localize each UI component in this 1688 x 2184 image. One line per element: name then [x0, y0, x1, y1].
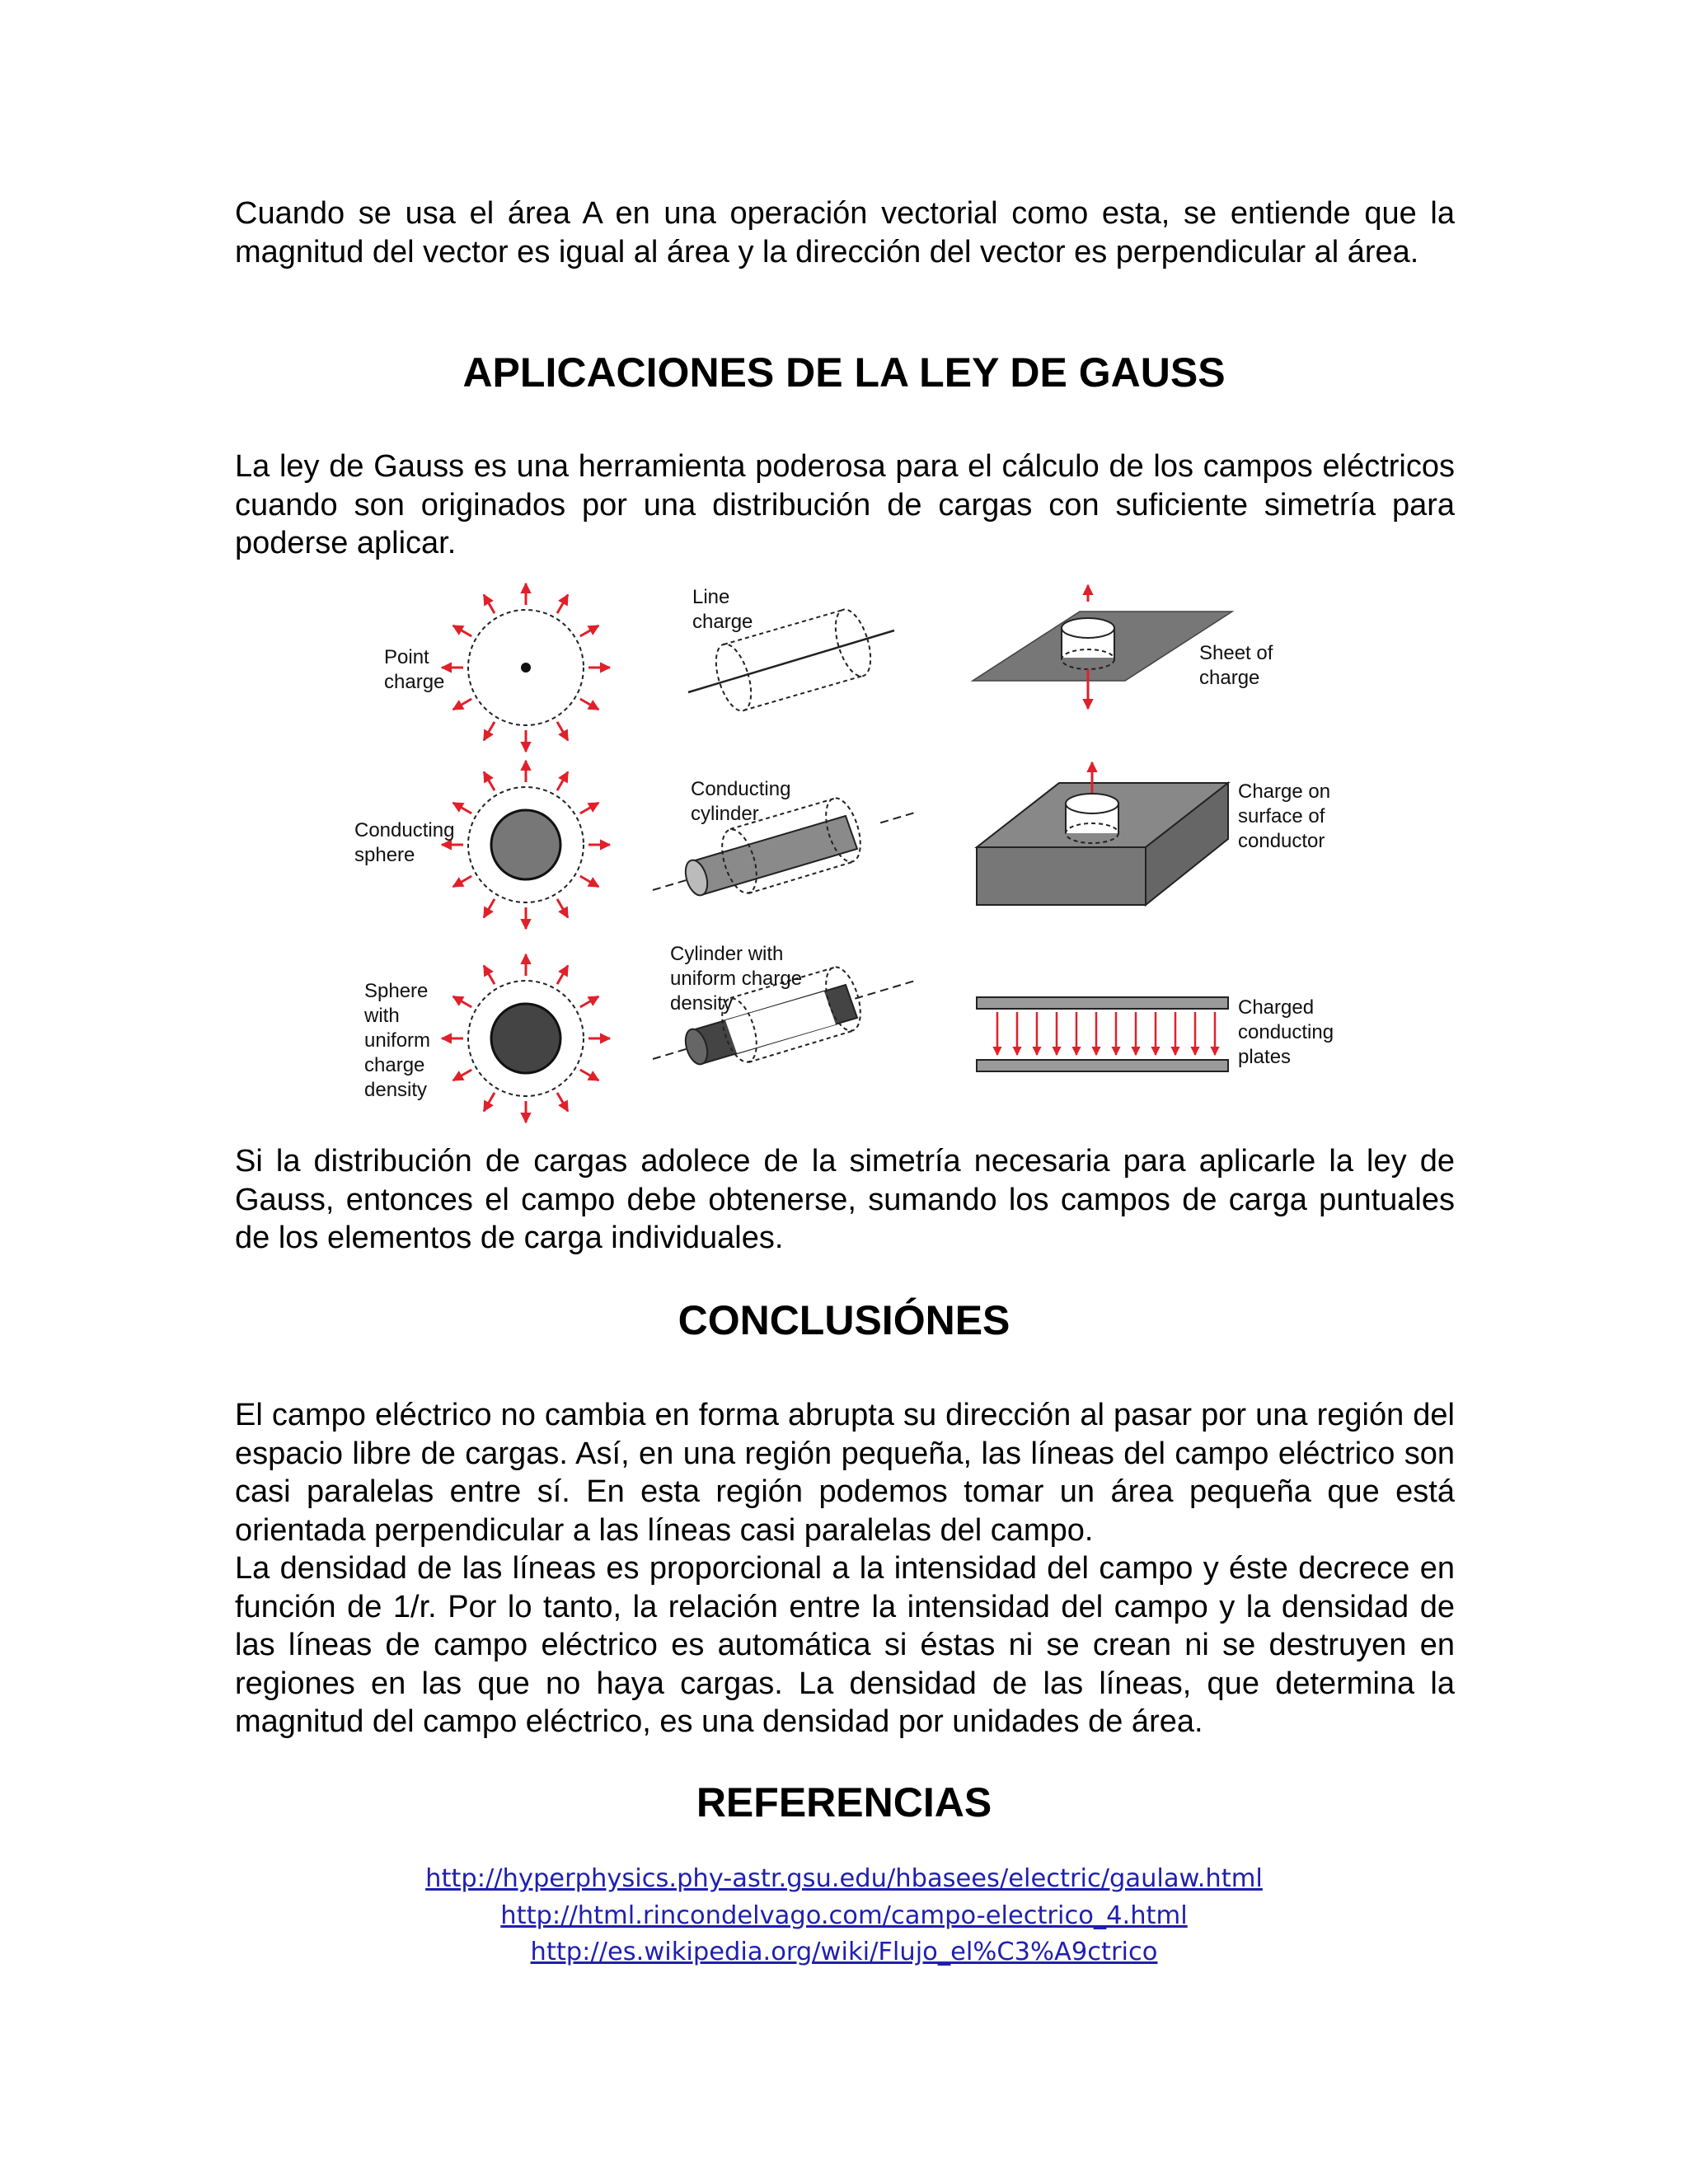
reference-link-rincondelvago[interactable]: http://html.rincondelvago.com/campo-electrico_4.html	[500, 1900, 1188, 1930]
field-arrow	[453, 996, 472, 1007]
reference-link-wikipedia[interactable]: http://es.wikipedia.org/wiki/Flujo_el%C3%A9ctrico	[530, 1938, 1158, 1966]
field-arrow	[484, 1093, 495, 1112]
svg-text:cylinder: cylinder	[691, 803, 759, 825]
applications-heading: APLICACIONES DE LA LEY DE GAUSS	[462, 349, 1226, 396]
field-arrow	[453, 1070, 472, 1080]
svg-text:Conducting: Conducting	[354, 819, 455, 841]
charged-plates-label	[1238, 996, 1334, 1068]
field-arrow	[484, 966, 495, 985]
conducting-sphere-label	[354, 819, 454, 866]
field-arrow	[580, 876, 599, 887]
svg-text:conductor: conductor	[1238, 830, 1325, 852]
svg-text:charge: charge	[692, 611, 753, 633]
svg-text:Conducting: Conducting	[691, 778, 791, 800]
spheres-column	[442, 583, 610, 1122]
references-list	[0, 1861, 1688, 1971]
field-arrow	[557, 772, 568, 791]
conclusions-heading: CONCLUSIÓNES	[678, 1297, 1010, 1343]
svg-text:Point: Point	[384, 646, 429, 668]
point-charge-label	[384, 646, 444, 693]
svg-text:charge: charge	[384, 671, 445, 693]
sheet-of-charge-diagram	[973, 585, 1232, 709]
svg-text:uniform: uniform	[364, 1029, 431, 1052]
field-arrow	[453, 876, 472, 887]
svg-text:Charge on: Charge on	[1238, 780, 1331, 803]
gauss-law-applications-figure	[346, 577, 1360, 1137]
applications-paragraph: La ley de Gauss es una herramienta poderosa para el cálculo de los campos eléctricos cuando son originados por una distribución de cargas con suficiente simetría para poderse aplicar.	[235, 449, 1455, 560]
surface-charge-label	[1238, 780, 1330, 852]
svg-text:charge: charge	[364, 1054, 425, 1076]
field-arrow	[580, 699, 599, 710]
point-charge-diagram	[442, 583, 610, 752]
svg-text:density: density	[364, 1079, 428, 1101]
field-arrow	[580, 996, 599, 1007]
field-arrow	[453, 803, 472, 813]
surface-charge-diagram	[977, 762, 1228, 905]
svg-text:density: density	[670, 992, 734, 1015]
svg-text:charge: charge	[1199, 667, 1260, 689]
svg-text:Charged: Charged	[1238, 996, 1315, 1019]
sheet-of-charge-label	[1199, 642, 1273, 689]
field-arrow	[557, 899, 568, 918]
svg-text:conducting: conducting	[1238, 1021, 1334, 1043]
charged-plates-diagram	[977, 997, 1228, 1071]
svg-text:uniform charge: uniform charge	[670, 968, 803, 990]
svg-text:Sphere: Sphere	[364, 980, 429, 1002]
sphere-uniform-label	[363, 980, 430, 1101]
field-arrow	[580, 803, 599, 813]
field-arrow	[484, 772, 495, 791]
field-arrow	[557, 1093, 568, 1112]
conducting-sphere-diagram	[442, 761, 610, 929]
after-figure-paragraph: Si la distribución de cargas adolece de la simetría necesaria para aplicarle la ley de Gauss, entonces el campo debe obtenerse, sumando los campos de carga puntuales de los elementos de carga individuales.	[235, 1144, 1455, 1255]
sphere-uniform-diagram	[442, 954, 610, 1122]
svg-text:plates: plates	[1238, 1046, 1292, 1068]
svg-text:surface of: surface of	[1238, 805, 1325, 827]
field-arrow	[557, 966, 568, 985]
conclusions-paragraph-1: El campo eléctrico no cambia en forma abrupta su dirección al pasar por una región del espacio libre de cargas. Así, en una región pequeña, las líneas del campo eléctrico son casi paralelas entre sí. En esta región podemos tomar un área pequeña que está orientada perpendicular a las líneas casi paralelas del campo.	[235, 1398, 1455, 1548]
svg-text:Sheet of: Sheet of	[1199, 642, 1273, 664]
svg-text:Line: Line	[692, 586, 730, 608]
field-arrow	[484, 899, 495, 918]
line-charge-label	[692, 586, 753, 633]
field-arrow	[484, 595, 495, 614]
field-arrow	[453, 626, 472, 636]
field-arrow	[484, 722, 495, 741]
field-arrow	[580, 1070, 599, 1080]
field-arrow	[453, 699, 472, 710]
svg-text:Cylinder with: Cylinder with	[670, 943, 784, 965]
reference-link-hyperphysics[interactable]: http://hyperphysics.phy-astr.gsu.edu/hbasees/electric/gaulaw.html	[425, 1864, 1263, 1893]
conclusions-paragraph-2: La densidad de las líneas es proporcional a la intensidad del campo y éste decrece en función de 1/r. Por lo tanto, la relación entre la intensidad del campo y la densidad de las líneas de campo eléctrico es automática si éstas ni se crean ni se destruyen en regiones en las que no haya cargas. La densidad de las líneas, que determina la magnitud del campo eléctrico, es una densidad por unidades de área.	[235, 1551, 1455, 1739]
svg-text:with: with	[364, 1005, 400, 1027]
svg-text:sphere: sphere	[354, 844, 415, 866]
references-heading: REFERENCIAS	[696, 1779, 992, 1825]
intro-paragraph: Cuando se usa el área A en una operación vectorial como esta, se entiende que la magnitud del vector es igual al área y la dirección del vector es perpendicular al área.	[235, 196, 1455, 269]
field-arrow	[557, 722, 568, 741]
field-arrow	[557, 595, 568, 614]
field-arrow	[580, 626, 599, 636]
conducting-cylinder-label	[691, 778, 790, 825]
